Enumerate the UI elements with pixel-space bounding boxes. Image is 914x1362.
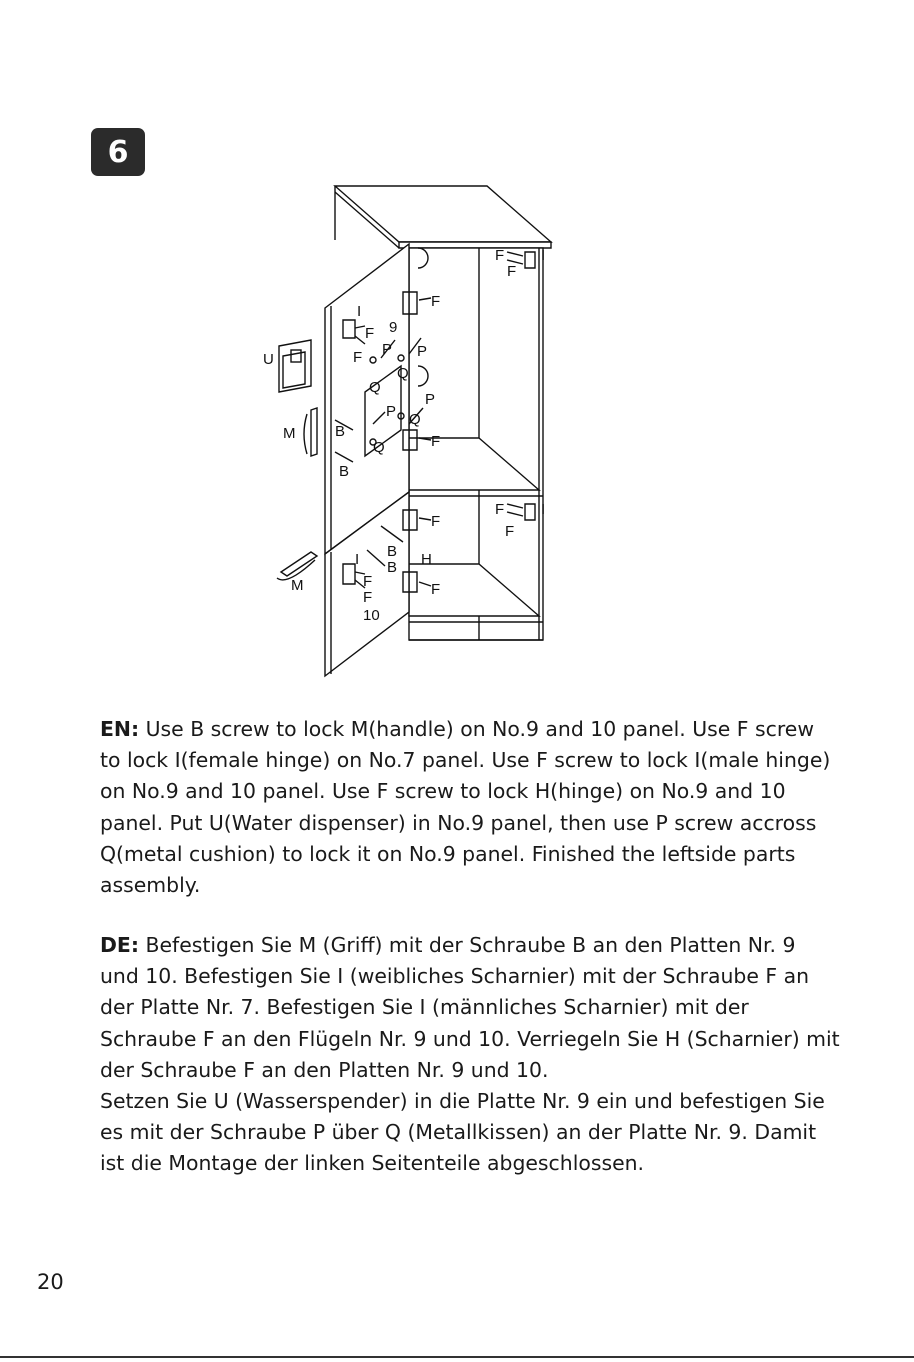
en-text: Use B screw to lock M(handle) on No.9 and 10 panel. Use F screw to lock I(female hinge) on No.7 panel. Use F screw to lock I(male hinge) on No.9 and 10 panel. Use F screw to lock H(hinge) on No.9 and 10 panel. Put U(Water dispenser) in No.9 panel, then use P screw accross Q(metal cushion) to lock it on No.9 panel. Finished the leftside parts assembly.: [100, 717, 831, 898]
label-P: P: [417, 343, 428, 360]
label-10: 10: [363, 607, 380, 624]
label-F: F: [431, 293, 441, 310]
label-9: 9: [389, 319, 398, 336]
label-Q: Q: [369, 379, 381, 396]
label-I: I: [541, 501, 546, 518]
assembly-diagram: [255, 180, 575, 680]
en-prefix: EN:: [100, 717, 140, 741]
label-F: F: [431, 433, 441, 450]
german-instructions: [100, 930, 840, 1180]
bottom-divider: [0, 1356, 914, 1358]
label-Q: Q: [409, 411, 421, 428]
label-B: B: [335, 423, 346, 440]
label-M: M: [291, 577, 304, 594]
label-F: F: [431, 581, 441, 598]
label-I: I: [541, 247, 546, 264]
english-instructions: [100, 714, 840, 901]
label-Q: Q: [373, 439, 385, 456]
label-P: P: [382, 341, 393, 358]
label-F: F: [363, 589, 373, 606]
label-P: P: [386, 403, 397, 420]
label-F: F: [507, 263, 517, 280]
cabinet-drawing: [277, 186, 551, 676]
label-H: H: [421, 551, 432, 568]
label-F: F: [505, 523, 515, 540]
page-number: 20: [37, 1270, 64, 1294]
label-F: F: [431, 513, 441, 530]
step-number-badge: 6: [91, 128, 145, 176]
label-Q: Q: [397, 365, 409, 382]
label-B: B: [387, 559, 398, 576]
label-F: F: [363, 573, 373, 590]
label-B: B: [387, 543, 398, 560]
label-P: P: [425, 391, 436, 408]
label-I: I: [357, 303, 362, 320]
label-M: M: [283, 425, 296, 442]
de-prefix: DE:: [100, 933, 140, 957]
label-F: F: [495, 247, 505, 264]
label-U: U: [263, 351, 274, 368]
de-text-2: Setzen Sie U (Wasserspender) in die Platte Nr. 9 ein und befestigen Sie es mit der Schraube P über Q (Metallkissen) an der Platte Nr. 9. Damit ist die Montage der linken Seitenteile abgeschlossen.: [100, 1089, 825, 1176]
de-text: Befestigen Sie M (Griff) mit der Schraube B an den Platten Nr. 9 und 10. Befestigen Sie I (weibliches Scharnier) mit der Schraube F an der Platte Nr. 7. Befestigen Sie I (männliches Scharnier) mit der Schraube F an den Flügeln Nr. 9 und 10. Verriegeln Sie H (Scharnier) mit der Schraube F an den Platten Nr. 9 und 10.: [100, 933, 840, 1082]
label-F: F: [495, 501, 505, 518]
label-F: F: [365, 325, 375, 342]
label-B: B: [339, 463, 350, 480]
label-F: F: [353, 349, 363, 366]
label-I: I: [355, 551, 360, 568]
